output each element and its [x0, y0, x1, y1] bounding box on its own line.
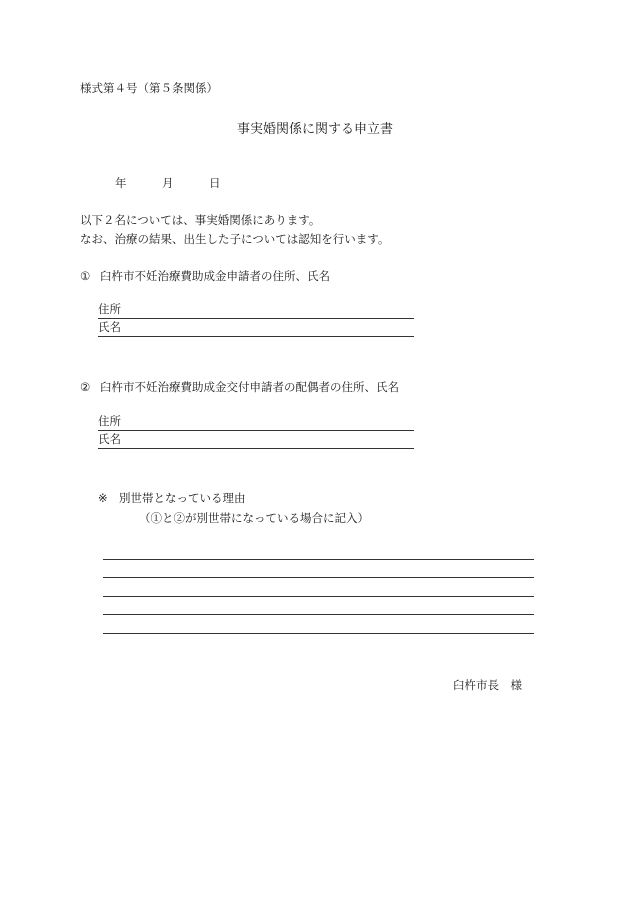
form-number: 様式第４号（第５条関係）: [80, 81, 218, 95]
section2-heading: [80, 379, 399, 395]
year-label: 年: [115, 176, 127, 190]
section2-heading-text: 臼杵市不妊治療費助成金交付申請者の配偶者の住所、氏名: [100, 380, 399, 394]
intro-line-2: なお、治療の結果、出生した子については認知を行います。: [80, 232, 390, 246]
intro-line-1: 以下２名については、事実婚関係にあります。: [80, 213, 321, 227]
reason-line[interactable]: [103, 614, 534, 615]
addressee: 臼杵市長 様: [453, 678, 522, 692]
section1-number: ①: [80, 269, 91, 283]
section1-heading: [80, 268, 330, 284]
day-label: 日: [209, 176, 221, 190]
section2-name-field[interactable]: [98, 432, 414, 449]
section1-address-label: 住所: [98, 302, 121, 316]
note-mark: ※: [98, 491, 108, 505]
reason-line[interactable]: [103, 577, 534, 578]
section1-heading-text: 臼杵市不妊治療費助成金申請者の住所、氏名: [100, 269, 330, 283]
section2-address-field[interactable]: [98, 414, 414, 431]
reason-line[interactable]: [103, 596, 534, 597]
section2-address-label: 住所: [98, 414, 121, 428]
section1-name-label: 氏名: [98, 320, 121, 334]
section1-name-field[interactable]: [98, 320, 414, 337]
document-title: 事実婚関係に関する申立書: [236, 122, 393, 137]
section1-address-field[interactable]: [98, 302, 414, 319]
note-heading: [98, 490, 246, 506]
section2-number: ②: [80, 380, 91, 394]
note-subtext: （①と②が別世帯になっている場合に記入）: [139, 511, 369, 525]
reason-line[interactable]: [103, 559, 534, 560]
month-label: 月: [162, 176, 174, 190]
reason-line[interactable]: [103, 633, 534, 634]
section2-name-label: 氏名: [98, 432, 121, 446]
note-heading-text: 別世帯となっている理由: [119, 491, 246, 505]
